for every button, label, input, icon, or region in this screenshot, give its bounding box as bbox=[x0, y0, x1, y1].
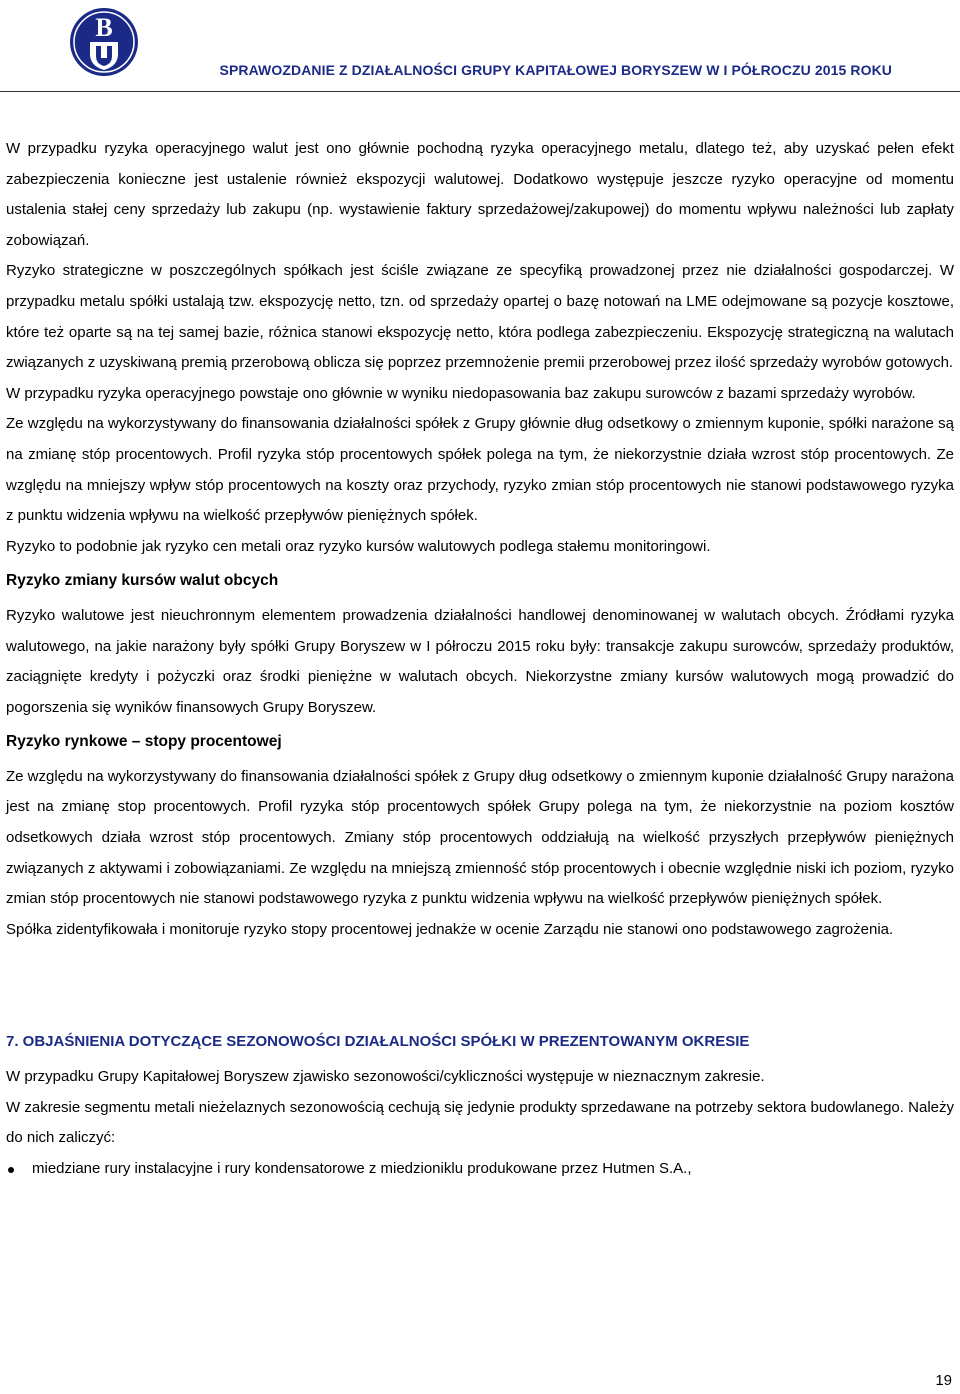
paragraph-interest-rate-monitoring: Spółka zidentyfikowała i monitoruje ryzyko stopy procentowej jednakże w ocenie Zarządu nie stanowi ono podstawowego zagrożenia. bbox=[6, 920, 894, 938]
heading-fx-risk: Ryzyko zmiany kursów walut obcych bbox=[6, 572, 279, 590]
seasonal-products-list bbox=[6, 1154, 954, 1185]
svg-text:B: B bbox=[95, 13, 113, 42]
paragraph-nonferrous-seasonality: W zakresie segmentu metali nieżelaznych sezonowością cechują się jedynie produkty sprzedawane na potrzeby sektora budowlanego. Należy do nich zaliczyć: bbox=[6, 1098, 954, 1147]
heading-section-7: 7. OBJAŚNIENIA DOTYCZĄCE SEZONOWOŚCI DZIAŁALNOŚCI SPÓŁKI W PREZENTOWANYM OKRESIE bbox=[6, 1033, 750, 1051]
report-title: SPRAWOZDANIE Z DZIAŁALNOŚCI GRUPY KAPITAŁOWEJ BORYSZEW W I PÓŁROCZU 2015 ROKU bbox=[219, 62, 892, 78]
boryszew-logo-icon bbox=[68, 6, 140, 78]
heading-interest-rate-risk: Ryzyko rynkowe – stopy procentowej bbox=[6, 733, 282, 751]
paragraph-fx-risk: Ryzyko walutowe jest nieuchronnym elementem prowadzenia działalności handlowej denominowanej w walutach obcych. Źródłami ryzyka walutowego, na jakie narażony były spółki Grupy Boryszew w I półroczu 2015 roku były: transakcje zakupu surowców, sprzedaży produktów, zaciągnięte kredyty i pożyczki oraz środki pieniężne w walutach obcych. Niekorzystne zmiany kursów walutowych mogą prowadzić do pogorszenia się wyników finansowych Grupy Boryszew. bbox=[6, 606, 954, 716]
paragraph-operational-mismatch: W przypadku ryzyka operacyjnego powstaje ono głównie w wyniku niedopasowania baz zakupu surowców z bazami sprzedaży wyrobów. bbox=[6, 384, 916, 402]
paragraph-seasonality: W przypadku Grupy Kapitałowej Boryszew zjawisko sezonowości/cykliczności występuje w nieznacznym zakresie. bbox=[6, 1068, 765, 1086]
header-divider bbox=[0, 91, 960, 92]
paragraph-interest-debt: Ze względu na wykorzystywany do finansowania działalności spółek z Grupy głównie dług odsetkowy o zmiennym kuponie, spółki narażone są na zmianę stóp procentowych. Profil ryzyka stóp procentowych spółek polega na tym, że niekorzystnie działa wzrost stóp procentowych. Ze względu na mniejszy wpływ stóp procentowych na koszty oraz przychody, ryzyko zmian stóp procentowych nie stanowi podstawowego ryzyka z punktu widzenia wpływu na wielkość przepływów pieniężnych spółek. bbox=[6, 415, 954, 525]
paragraph-fx-operational: W przypadku ryzyka operacyjnego walut jest ono głównie pochodną ryzyka operacyjnego metalu, dlatego też, aby uzyskać pełen efekt zabezpieczenia konieczne jest ustalenie również ekspozycji walutowej. Dodatkowo występuje jeszcze ryzyko operacyjne od momentu ustalenia stałej ceny sprzedaży lub zakupu (np. wystawienie faktury sprzedażowej/zakupowej) do momentu wpływu należności lub zapłaty zobowiązań. bbox=[6, 140, 954, 249]
paragraph-monitoring: Ryzyko to podobnie jak ryzyko cen metali oraz ryzyko kursów walutowych podlega stałemu monitoringowi. bbox=[6, 537, 711, 555]
paragraph-interest-rate-risk: Ze względu na wykorzystywany do finansowania działalności spółek z Grupy dług odsetkowy o zmiennym kuponie działalność Grupy narażona jest na zmianę stop procentowych. Profil ryzyka stóp procentowych spółek Grupy polega na tym, że niekorzystnie na poziom kosztów odsetkowych działa wzrost stóp procentowych. Zmiany stóp procentowych oddziałują na wielkość przyszłych przepływów pieniężnych związanych z aktywami i zobowiązaniami. Ze względu na mniejszą zmienność stóp procentowych i obecnie względnie niski ich poziom, ryzyko zmian stóp procentowych nie stanowi podstawowego ryzyka z punktu widzenia wpływu na wielkość przepływów pieniężnych spółek. bbox=[6, 767, 954, 908]
document-body bbox=[6, 134, 954, 1184]
paragraph-strategic-risk: Ryzyko strategiczne w poszczególnych spółkach jest ściśle związane ze specyfiką prowadzonej przez nie działalności gospodarczej. W przypadku metalu spółki ustalają tzw. ekspozycję netto, tzn. od sprzedaży opartej o bazę notowań na LME odejmowane są pozycje kosztowe, które też oparte są na tej samej bazie, różnica stanowi ekspozycję netto, która podlega zabezpieczeniu. Ekspozycję strategiczną na walutach związanych z uzyskiwaną premią przerobową oblicza się poprzez przemnożenie premii przerobowej przez ilość sprzedaży wyrobów gotowych. bbox=[6, 262, 954, 372]
page-header bbox=[0, 0, 960, 92]
page-number: 19 bbox=[935, 1372, 952, 1389]
list-item: miedziane rury instalacyjne i rury kondensatorowe z miedzioniklu produkowane przez Hutmen S.A., bbox=[6, 1154, 954, 1185]
